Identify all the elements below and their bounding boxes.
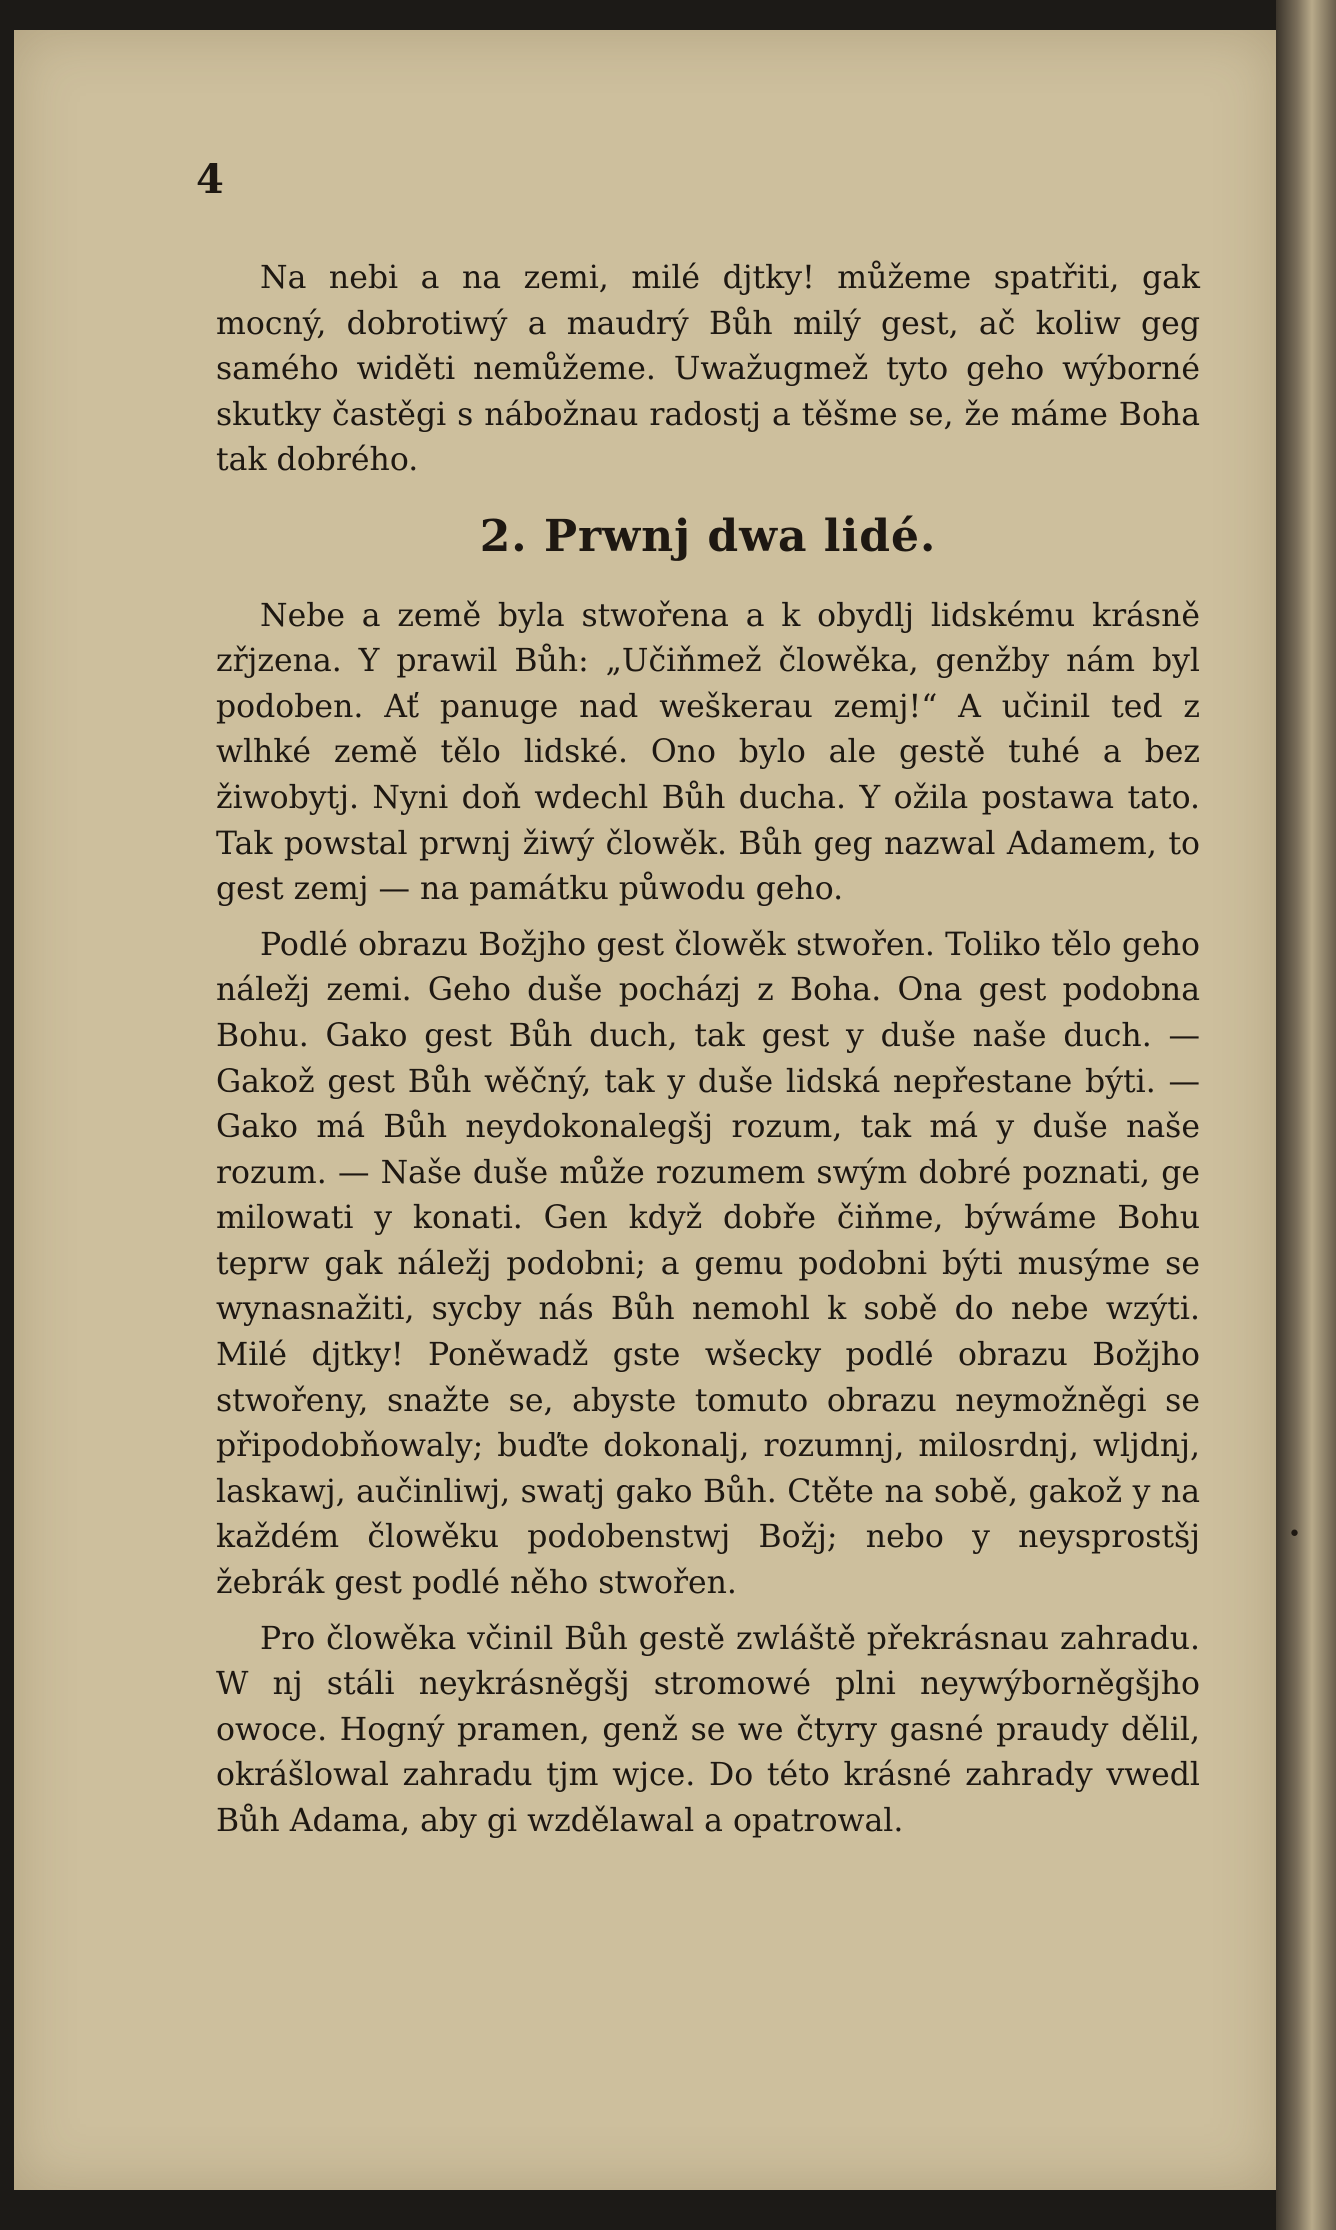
section-heading: 2. Prwnj dwa lidé. (479, 510, 937, 562)
margin-mark: • (1288, 1522, 1301, 1547)
book-spine (1276, 0, 1336, 2230)
page-text (216, 256, 1200, 1845)
paragraph-creation: Nebe a země byla stwořena a k obydlj lidskému krásně zřjzena. Y prawil Bůh: „Učiňmež člowěka, genžby nám byl podoben. Ať panuge nad weškerau zemj!“ A učinil ted z wlhké země tělo lidské. Ono bylo ale gestě tuhé a bez žiwobytj. Nyni doň wdechl Bůh ducha. Y ožila postawa tato. Tak powstal prwnj žiwý člowěk. Bůh geg nazwal Adamem, to gest zemj — na památku půwodu geho. (216, 597, 1200, 908)
intro-paragraph: Na nebi a na zemi, milé djtky! můžeme spatřiti, gak mocný, dobrotiwý a maudrý Bůh milý gest, ač koliw geg samého widěti nemůžeme. Uwažugmež tyto geho wýborné skutky častěgi s nábožnau radostj a těšme se, že máme Boha tak dobrého. (216, 260, 1200, 479)
page-number: 4 (196, 156, 224, 203)
paragraph-garden: Pro člowěka včinil Bůh gestě zwláště překrásnau zahradu. W nj stáli neykrásněgšj stromowé plni neywýborněgšjho owoce. Hogný pramen, genž se we čtyry gasné praudy dělil, okrášlowal zahradu tjm wjce. Do této krásné zahrady vwedl Bůh Adama, aby gi wzdělawal a opatrowal. (216, 1620, 1200, 1839)
paragraph-image-of-god: Podlé obrazu Božjho gest člowěk stwořen. Toliko tělo geho náležj zemi. Geho duše pocházj z Boha. Ona gest podobna Bohu. Gako gest Bůh duch, tak gest y duše naše duch. — Gakož gest Bůh wěčný, tak y duše lidská nepřestane býti. — Gako má Bůh neydokonalegšj rozum, tak má y duše naše rozum. — Naše duše může rozumem swým dobré poznati, ge milowati y konati. Gen když dobře čiňme, býwáme Bohu teprw gak náležj podobni; a gemu podobni býti musýme se wynasnažiti, sycby nás Bůh nemohl k sobě do nebe wzýti. Milé djtky! Poněwadž gste wšecky podlé obrazu Božjho stwořeny, snažte se, abyste tomuto obrazu neymožněgi se připodobňowaly; buďte dokonalj, rozumnj, milosrdnj, wljdnj, laskawj, aučinliwj, swatj gako Bůh. Ctěte na sobě, gakož y na každém člowěku podobenstwj Božj; nebo y neysprostšj žebrák gest podlé něho stwořen. (216, 926, 1200, 1602)
